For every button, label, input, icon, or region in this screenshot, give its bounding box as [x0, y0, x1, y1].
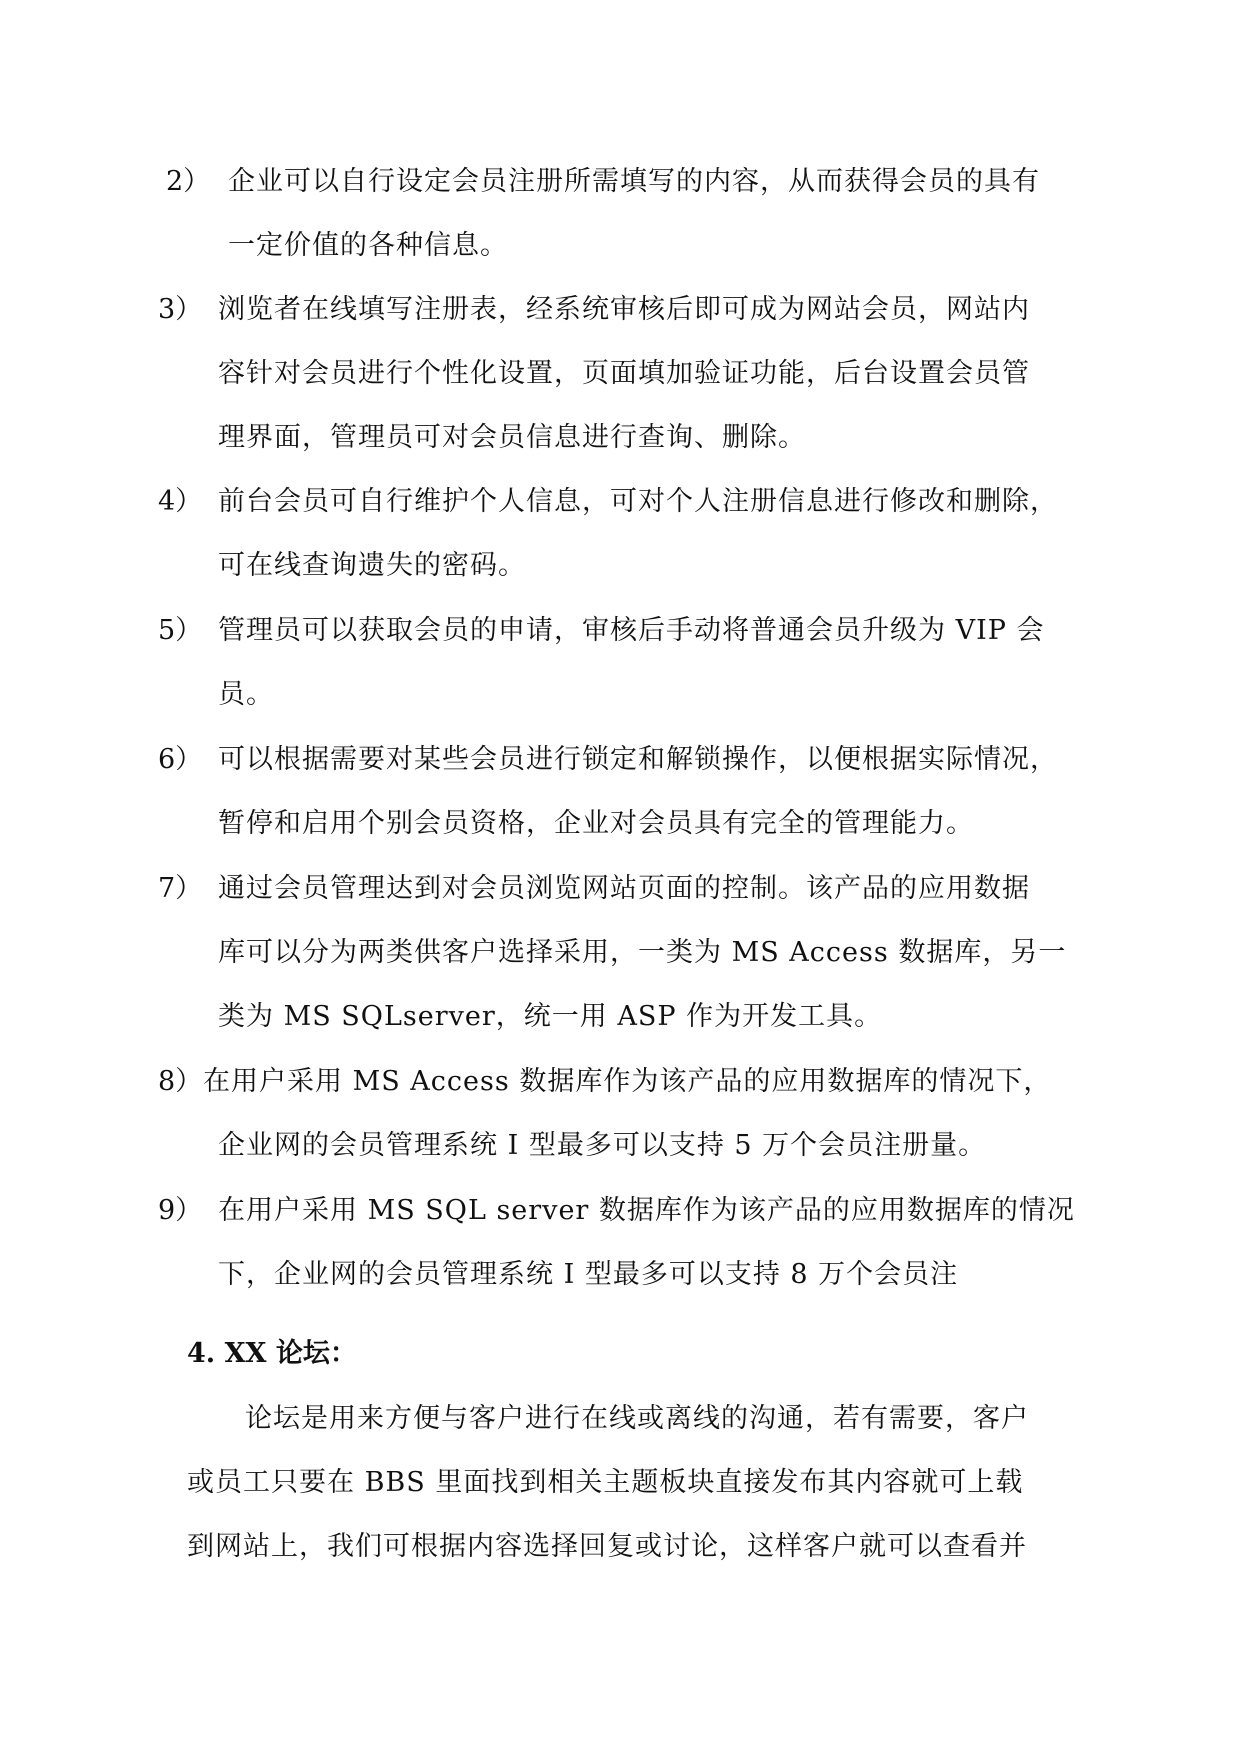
body-paragraph [187, 1387, 1067, 1579]
list-item-line: 企业网的会员管理系统 I 型最多可以支持 5 万个会员注册量。 [218, 1130, 987, 1161]
item-number: 3） [158, 294, 203, 325]
list-item-line: 类为 MS SQLserver，统一用 ASP 作为开发工具。 [218, 1001, 883, 1032]
list-item [203, 1050, 1051, 1178]
list-item-line: 暂停和启用个别会员资格，企业对会员具有完全的管理能力。 [218, 808, 974, 839]
paragraph-line: 论坛是用来方便与客户进行在线或离线的沟通，若有需要，客户 [245, 1403, 1029, 1434]
item-number: 7） [158, 873, 203, 904]
list-item [218, 857, 1066, 1049]
list-item-line: 下，企业网的会员管理系统 I 型最多可以支持 8 万个会员注 [218, 1259, 959, 1290]
list-item [218, 470, 1058, 598]
list-item-line: 前台会员可自行维护个人信息，可对个人注册信息进行修改和删除， [218, 486, 1058, 517]
list-item-line: 在用户采用 MS SQL server 数据库作为该产品的应用数据库的情况 [218, 1195, 1075, 1226]
list-item-line: 容针对会员进行个性化设置，页面填加验证功能，后台设置会员管 [218, 358, 1030, 389]
list-item [218, 1179, 1075, 1307]
paragraph-line: 或员工只要在 BBS 里面找到相关主题板块直接发布其内容就可上载 [187, 1467, 1024, 1498]
item-number: 6） [158, 744, 203, 775]
list-item-line: 通过会员管理达到对会员浏览网站页面的控制。该产品的应用数据 [218, 873, 1030, 904]
section-heading: 4. XX 论坛： [187, 1338, 357, 1369]
list-item-line: 在用户采用 MS Access 数据库作为该产品的应用数据库的情况下， [203, 1066, 1052, 1097]
list-item-line: 可在线查询遗失的密码。 [218, 550, 526, 581]
list-item [228, 150, 1040, 278]
list-item-line: 库可以分为两类供客户选择采用，一类为 MS Access 数据库，另一 [218, 937, 1067, 968]
list-item-line: 一定价值的各种信息。 [228, 230, 508, 261]
list-item-line: 浏览者在线填写注册表，经系统审核后即可成为网站会员，网站内 [218, 294, 1030, 325]
list-item [218, 599, 1045, 727]
paragraph-line: 到网站上，我们可根据内容选择回复或讨论，这样客户就可以查看并 [187, 1531, 1027, 1562]
item-number: 5） [158, 615, 203, 646]
item-number: 9） [158, 1195, 203, 1226]
item-number: 8） [158, 1066, 203, 1097]
list-item-line: 理界面，管理员可对会员信息进行查询、删除。 [218, 422, 806, 453]
item-number: 2） [166, 166, 211, 197]
list-item-line: 员。 [218, 679, 274, 710]
list-item-line: 企业可以自行设定会员注册所需填写的内容，从而获得会员的具有 [228, 166, 1040, 197]
item-number: 4） [158, 486, 203, 517]
list-item [218, 728, 1058, 856]
list-item-line: 管理员可以获取会员的申请，审核后手动将普通会员升级为 VIP 会 [218, 615, 1045, 646]
list-item-line: 可以根据需要对某些会员进行锁定和解锁操作，以便根据实际情况， [218, 744, 1058, 775]
list-item [218, 278, 1030, 470]
